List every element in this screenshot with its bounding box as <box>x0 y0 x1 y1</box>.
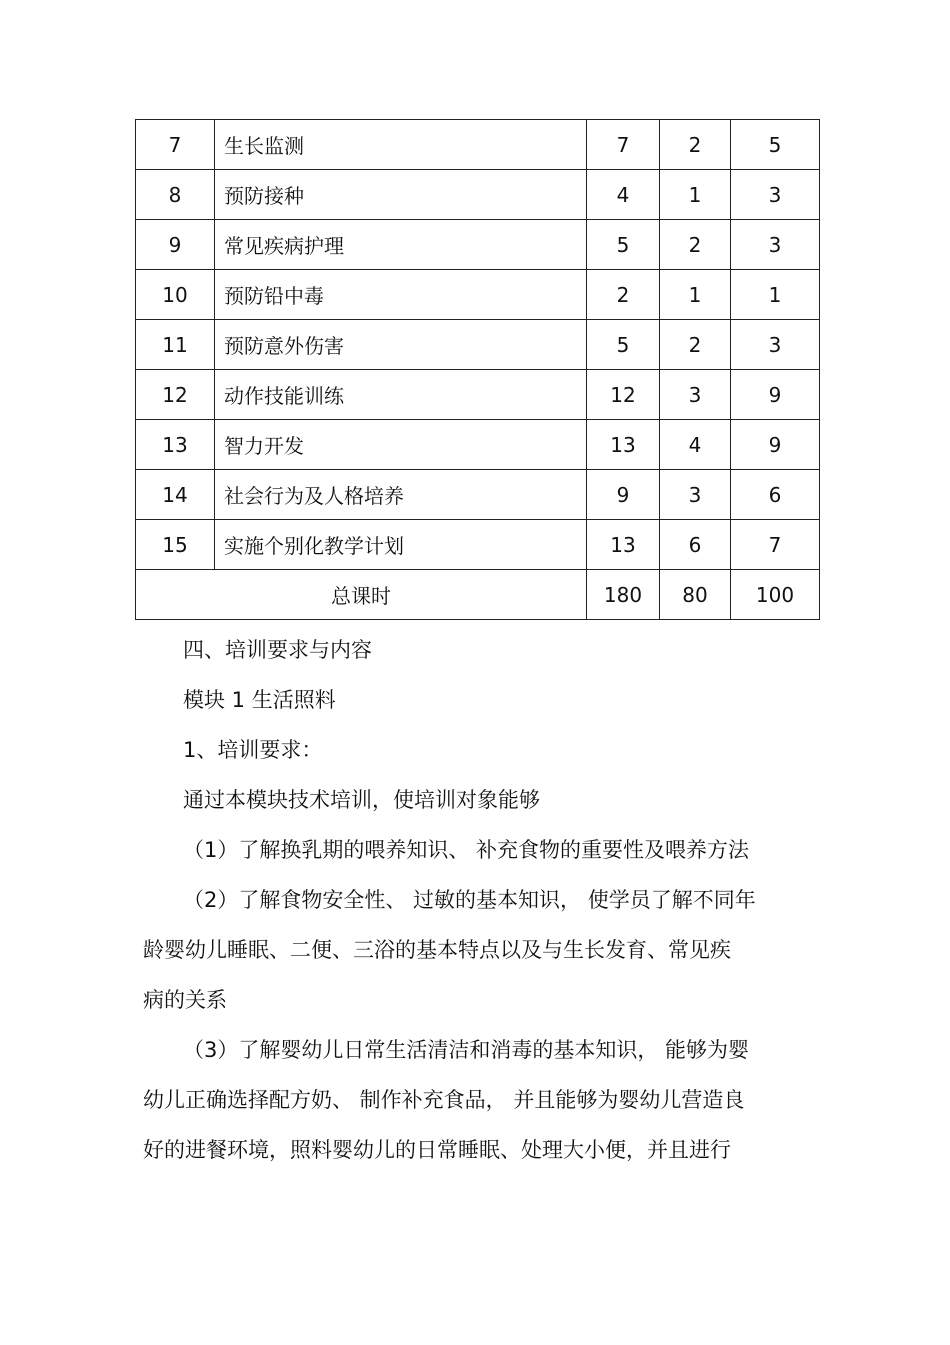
practice-hours-cell: 1 <box>731 270 820 320</box>
table-row <box>136 320 820 370</box>
table-row <box>136 470 820 520</box>
total-hours-cell: 7 <box>587 120 660 170</box>
requirement-item-2-line-3: 病的关系 <box>143 988 227 1012</box>
theory-hours-cell: 3 <box>660 470 731 520</box>
intro-paragraph: 通过本模块技术培训，使培训对象能够 <box>183 788 540 812</box>
course-name-cell: 动作技能训练 <box>215 370 587 420</box>
table-row <box>136 120 820 170</box>
theory-hours-cell: 1 <box>660 170 731 220</box>
module-heading: 模块 1 生活照料 <box>183 688 336 712</box>
practice-hours-cell: 3 <box>731 320 820 370</box>
practice-hours-cell: 3 <box>731 220 820 270</box>
course-hours-table <box>135 119 820 620</box>
course-name-cell: 智力开发 <box>215 420 587 470</box>
course-name-cell: 实施个别化教学计划 <box>215 520 587 570</box>
row-number-cell: 10 <box>136 270 215 320</box>
summary-theory-cell: 80 <box>660 570 731 620</box>
table-body <box>136 120 820 620</box>
course-hours-table-container <box>135 119 811 620</box>
requirement-item-3-line-1: （3）了解婴幼儿日常生活清洁和消毒的基本知识， 能够为婴 <box>183 1038 750 1062</box>
table-row <box>136 170 820 220</box>
summary-label-cell: 总课时 <box>136 570 587 620</box>
summary-total-cell: 180 <box>587 570 660 620</box>
theory-hours-cell: 3 <box>660 370 731 420</box>
theory-hours-cell: 2 <box>660 120 731 170</box>
total-hours-cell: 9 <box>587 470 660 520</box>
total-hours-cell: 5 <box>587 320 660 370</box>
requirement-item-2-line-1: （2）了解食物安全性、 过敏的基本知识， 使学员了解不同年 <box>183 888 756 912</box>
course-name-cell: 预防铅中毒 <box>215 270 587 320</box>
total-hours-cell: 5 <box>587 220 660 270</box>
practice-hours-cell: 3 <box>731 170 820 220</box>
row-number-cell: 11 <box>136 320 215 370</box>
row-number-cell: 14 <box>136 470 215 520</box>
row-number-cell: 7 <box>136 120 215 170</box>
course-name-cell: 预防接种 <box>215 170 587 220</box>
table-row <box>136 220 820 270</box>
total-hours-cell: 4 <box>587 170 660 220</box>
total-hours-cell: 2 <box>587 270 660 320</box>
table-row <box>136 420 820 470</box>
practice-hours-cell: 7 <box>731 520 820 570</box>
theory-hours-cell: 2 <box>660 320 731 370</box>
requirement-item-3-line-3: 好的进餐环境，照料婴幼儿的日常睡眠、处理大小便，并且进行 <box>143 1138 731 1162</box>
theory-hours-cell: 4 <box>660 420 731 470</box>
requirement-item-1: （1）了解换乳期的喂养知识、 补充食物的重要性及喂养方法 <box>183 838 750 862</box>
course-name-cell: 预防意外伤害 <box>215 320 587 370</box>
theory-hours-cell: 2 <box>660 220 731 270</box>
theory-hours-cell: 6 <box>660 520 731 570</box>
table-row <box>136 520 820 570</box>
row-number-cell: 13 <box>136 420 215 470</box>
requirement-item-2-line-2: 龄婴幼儿睡眠、二便、三浴的基本特点以及与生长发育、常见疾 <box>143 938 731 962</box>
theory-hours-cell: 1 <box>660 270 731 320</box>
practice-hours-cell: 9 <box>731 370 820 420</box>
section-heading: 四、培训要求与内容 <box>183 638 372 662</box>
total-hours-cell: 13 <box>587 420 660 470</box>
summary-row <box>136 570 820 620</box>
row-number-cell: 8 <box>136 170 215 220</box>
summary-practice-cell: 100 <box>731 570 820 620</box>
course-name-cell: 常见疾病护理 <box>215 220 587 270</box>
row-number-cell: 15 <box>136 520 215 570</box>
requirement-item-3-line-2: 幼儿正确选择配方奶、 制作补充食品， 并且能够为婴幼儿营造良 <box>143 1088 745 1112</box>
requirements-heading: 1、培训要求： <box>183 738 323 762</box>
practice-hours-cell: 5 <box>731 120 820 170</box>
total-hours-cell: 12 <box>587 370 660 420</box>
course-name-cell: 生长监测 <box>215 120 587 170</box>
table-row <box>136 370 820 420</box>
practice-hours-cell: 6 <box>731 470 820 520</box>
table-row <box>136 270 820 320</box>
row-number-cell: 9 <box>136 220 215 270</box>
practice-hours-cell: 9 <box>731 420 820 470</box>
row-number-cell: 12 <box>136 370 215 420</box>
course-name-cell: 社会行为及人格培养 <box>215 470 587 520</box>
total-hours-cell: 13 <box>587 520 660 570</box>
